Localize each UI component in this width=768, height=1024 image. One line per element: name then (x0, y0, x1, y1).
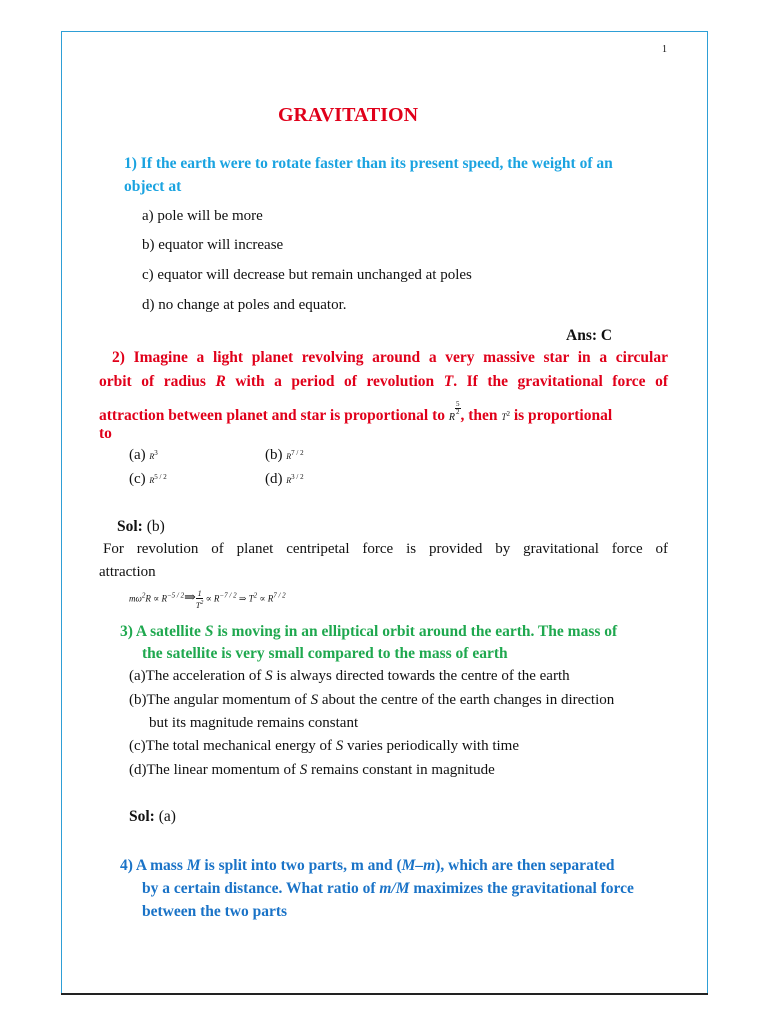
q3-solution-label: Sol: (a) (129, 808, 176, 825)
q2-option-b: (b) $R^{7 / 2}$ (265, 447, 304, 463)
q4-stem-line2: by a certain distance. What ratio of m/M maximizes the gravitational force (142, 880, 634, 897)
q2-stem-line3: attraction between planet and star is proportional to R $\frac{5}{2}$ , then $T^2$ is proportional (99, 400, 613, 424)
q2-exponent-fraction: $\frac{5}{2}$ (456, 400, 460, 416)
q1-option-c: c) equator will decrease but remain unchanged at poles (142, 267, 472, 283)
q2-equation: $m\omega^2R$ ∝ $R^{-5 / 2}\Rightarrow$ $\frac{1}{T^2}$ ∝ $R^{-7 / 2}$ ⇒ $T^2 \propto R^{7 / 2}$ (129, 589, 286, 610)
page-bottom-rule (61, 993, 708, 995)
q3-option-b-continued: but its magnitude remains constant (149, 715, 359, 731)
q2-stem-line1: 2) Imagine a light planet revolving around a very massive star in a circular (112, 349, 668, 366)
q3-stem-line2: the satellite is very small compared to the mass of earth (142, 645, 508, 662)
page-frame (61, 31, 708, 994)
q4-stem-line3: between the two parts (142, 903, 288, 920)
q2-stem-line2: orbit of radius R with a period of revolution T. If the gravitational force of (99, 373, 668, 390)
page-title: GRAVITATION (278, 104, 419, 126)
q2-option-c: (c) $R^{5 / 2}$ (129, 471, 167, 487)
q3-option-c: (c)The total mechanical energy of S varies periodically with time (129, 738, 519, 754)
q1-option-a: a) pole will be more (142, 208, 263, 224)
q2-solution-text-line2: attraction (99, 564, 156, 580)
q2-stem-line4: to (99, 425, 112, 442)
q1-option-b: b) equator will increase (142, 237, 284, 253)
q2-equation-fraction: $\frac{1}{T^2}$ (195, 589, 204, 610)
page-number: 1 (662, 44, 667, 55)
q4-stem-line1: 4) A mass M is split into two parts, m and (M–m), which are then separated (120, 857, 615, 874)
q1-answer: Ans: C (566, 327, 613, 344)
q2-option-a: (a) $R^3$ (129, 447, 158, 463)
q2-solution-label: Sol: (b) (117, 518, 165, 535)
q2-solution-text-line1: For revolution of planet centripetal force is provided by gravitational force of (103, 541, 668, 557)
q1-option-d: d) no change at poles and equator. (142, 297, 347, 313)
q3-stem-line1: 3) A satellite S is moving in an elliptical orbit around the earth. The mass of (120, 623, 618, 640)
q2-option-d: (d) $R^{3 / 2}$ (265, 471, 304, 487)
q3-option-d: (d)The linear momentum of S remains constant in magnitude (129, 762, 495, 778)
q1-stem-line2: object at (124, 178, 182, 195)
q3-option-b: (b)The angular momentum of S about the centre of the earth changes in direction (129, 692, 615, 708)
q1-stem-line1: 1) If the earth were to rotate faster than its present speed, the weight of an (124, 155, 613, 172)
q3-option-a: (a)The acceleration of S is always directed towards the centre of the earth (129, 668, 570, 684)
